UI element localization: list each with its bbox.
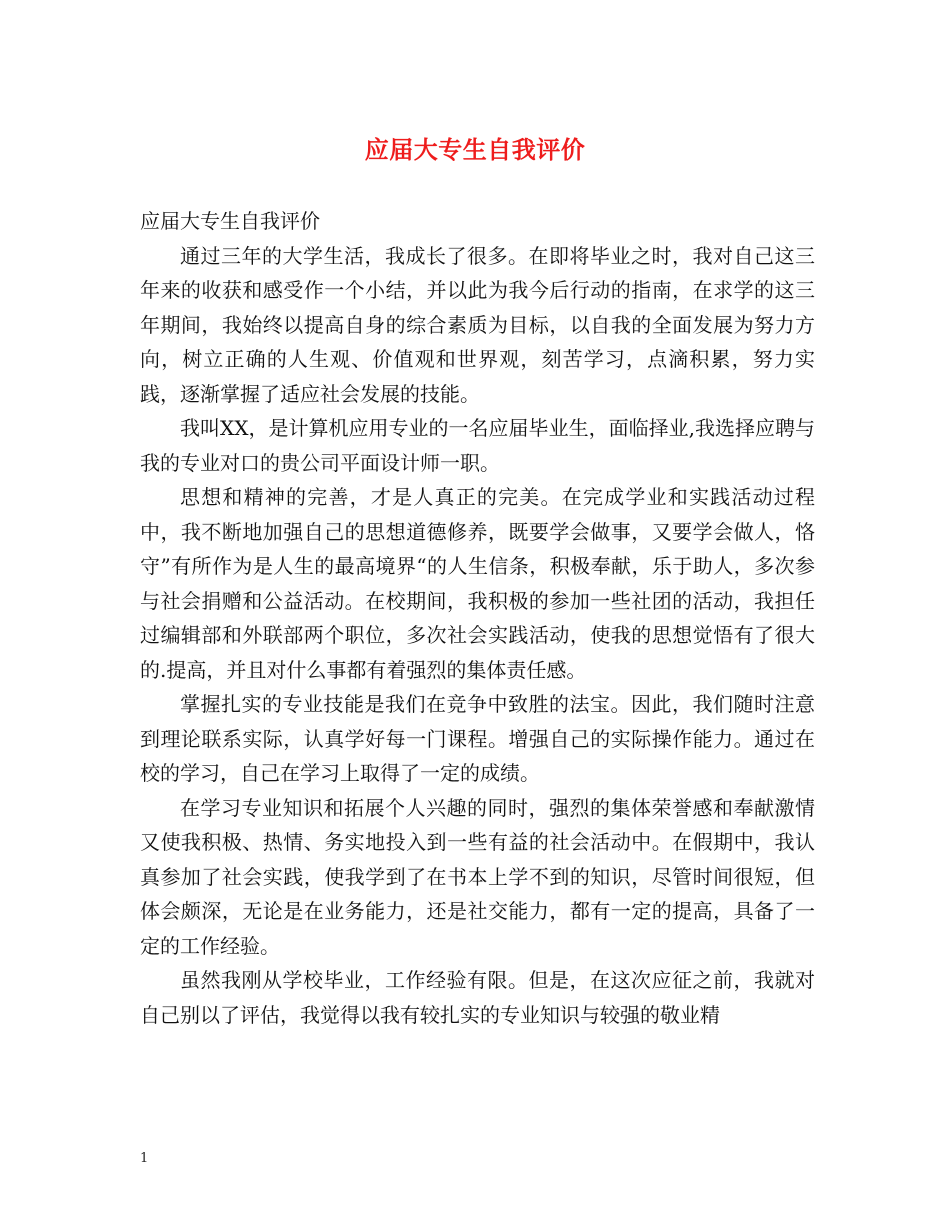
paragraph-intro: 通过三年的大学生活，我成长了很多。在即将毕业之时，我对自己这三年来的收获和感受作一个小结，并以此为我今后行动的指南，在求学的这三年期间，我始终以提高自身的综合素质为目标，以自我的全面发展为努力方向，树立正确的人生观、价值观和世界观，刻苦学习，点滴积累，努力实践，逐渐掌握了适应社会发展的技能。 xyxy=(140,243,815,406)
paragraph-moral-character: 思想和精神的完善，才是人真正的完美。在完成学业和实践活动过程中，我不断地加强自己的思想道德修养，既要学会做事，又要学会做人，恪守”有所作为是人生的最高境界“的人生信条，积极奉献，乐于助人，多次参与社会捐赠和公益活动。在校期间，我积极的参加一些社团的活动，我担任过编辑部和外联部两个职位，多次社会实践活动，使我的思想觉悟有了很大的.提高，并且对什么事都有着强烈的集体责任感。 xyxy=(140,485,815,682)
paragraph-professional-skills: 掌握扎实的专业技能是我们在竞争中致胜的法宝。因此，我们随时注意到理论联系实际，认真学好每一门课程。增强自己的实际操作能力。通过在校的学习，自己在学习上取得了一定的成绩。 xyxy=(140,692,815,785)
document-subtitle: 应届大专生自我评价 xyxy=(140,209,320,233)
paragraph-work-experience: 虽然我刚从学校毕业，工作经验有限。但是，在这次应征之前，我就对自己别以了评估，我觉得以我有较扎实的专业知识与较强的敬业精 xyxy=(140,968,815,1027)
page-number: 1 xyxy=(140,1151,149,1166)
document-title: 应届大专生自我评价 xyxy=(364,135,586,164)
document-body xyxy=(140,204,815,1032)
paragraph-self-introduction: 我叫XX，是计算机应用专业的一名应届毕业生，面临择业,我选择应聘与我的专业对口的贵公司平面设计师一职。 xyxy=(140,416,815,475)
paragraph-social-practice: 在学习专业知识和拓展个人兴趣的同时，强烈的集体荣誉感和奉献激情又使我积极、热情、务实地投入到一些有益的社会活动中。在假期中，我认真参加了社会实践，使我学到了在书本上学不到的知识，尽管时间很短，但体会颇深，无论是在业务能力，还是社交能力，都有一定的提高，具备了一定的工作经验。 xyxy=(140,795,815,958)
